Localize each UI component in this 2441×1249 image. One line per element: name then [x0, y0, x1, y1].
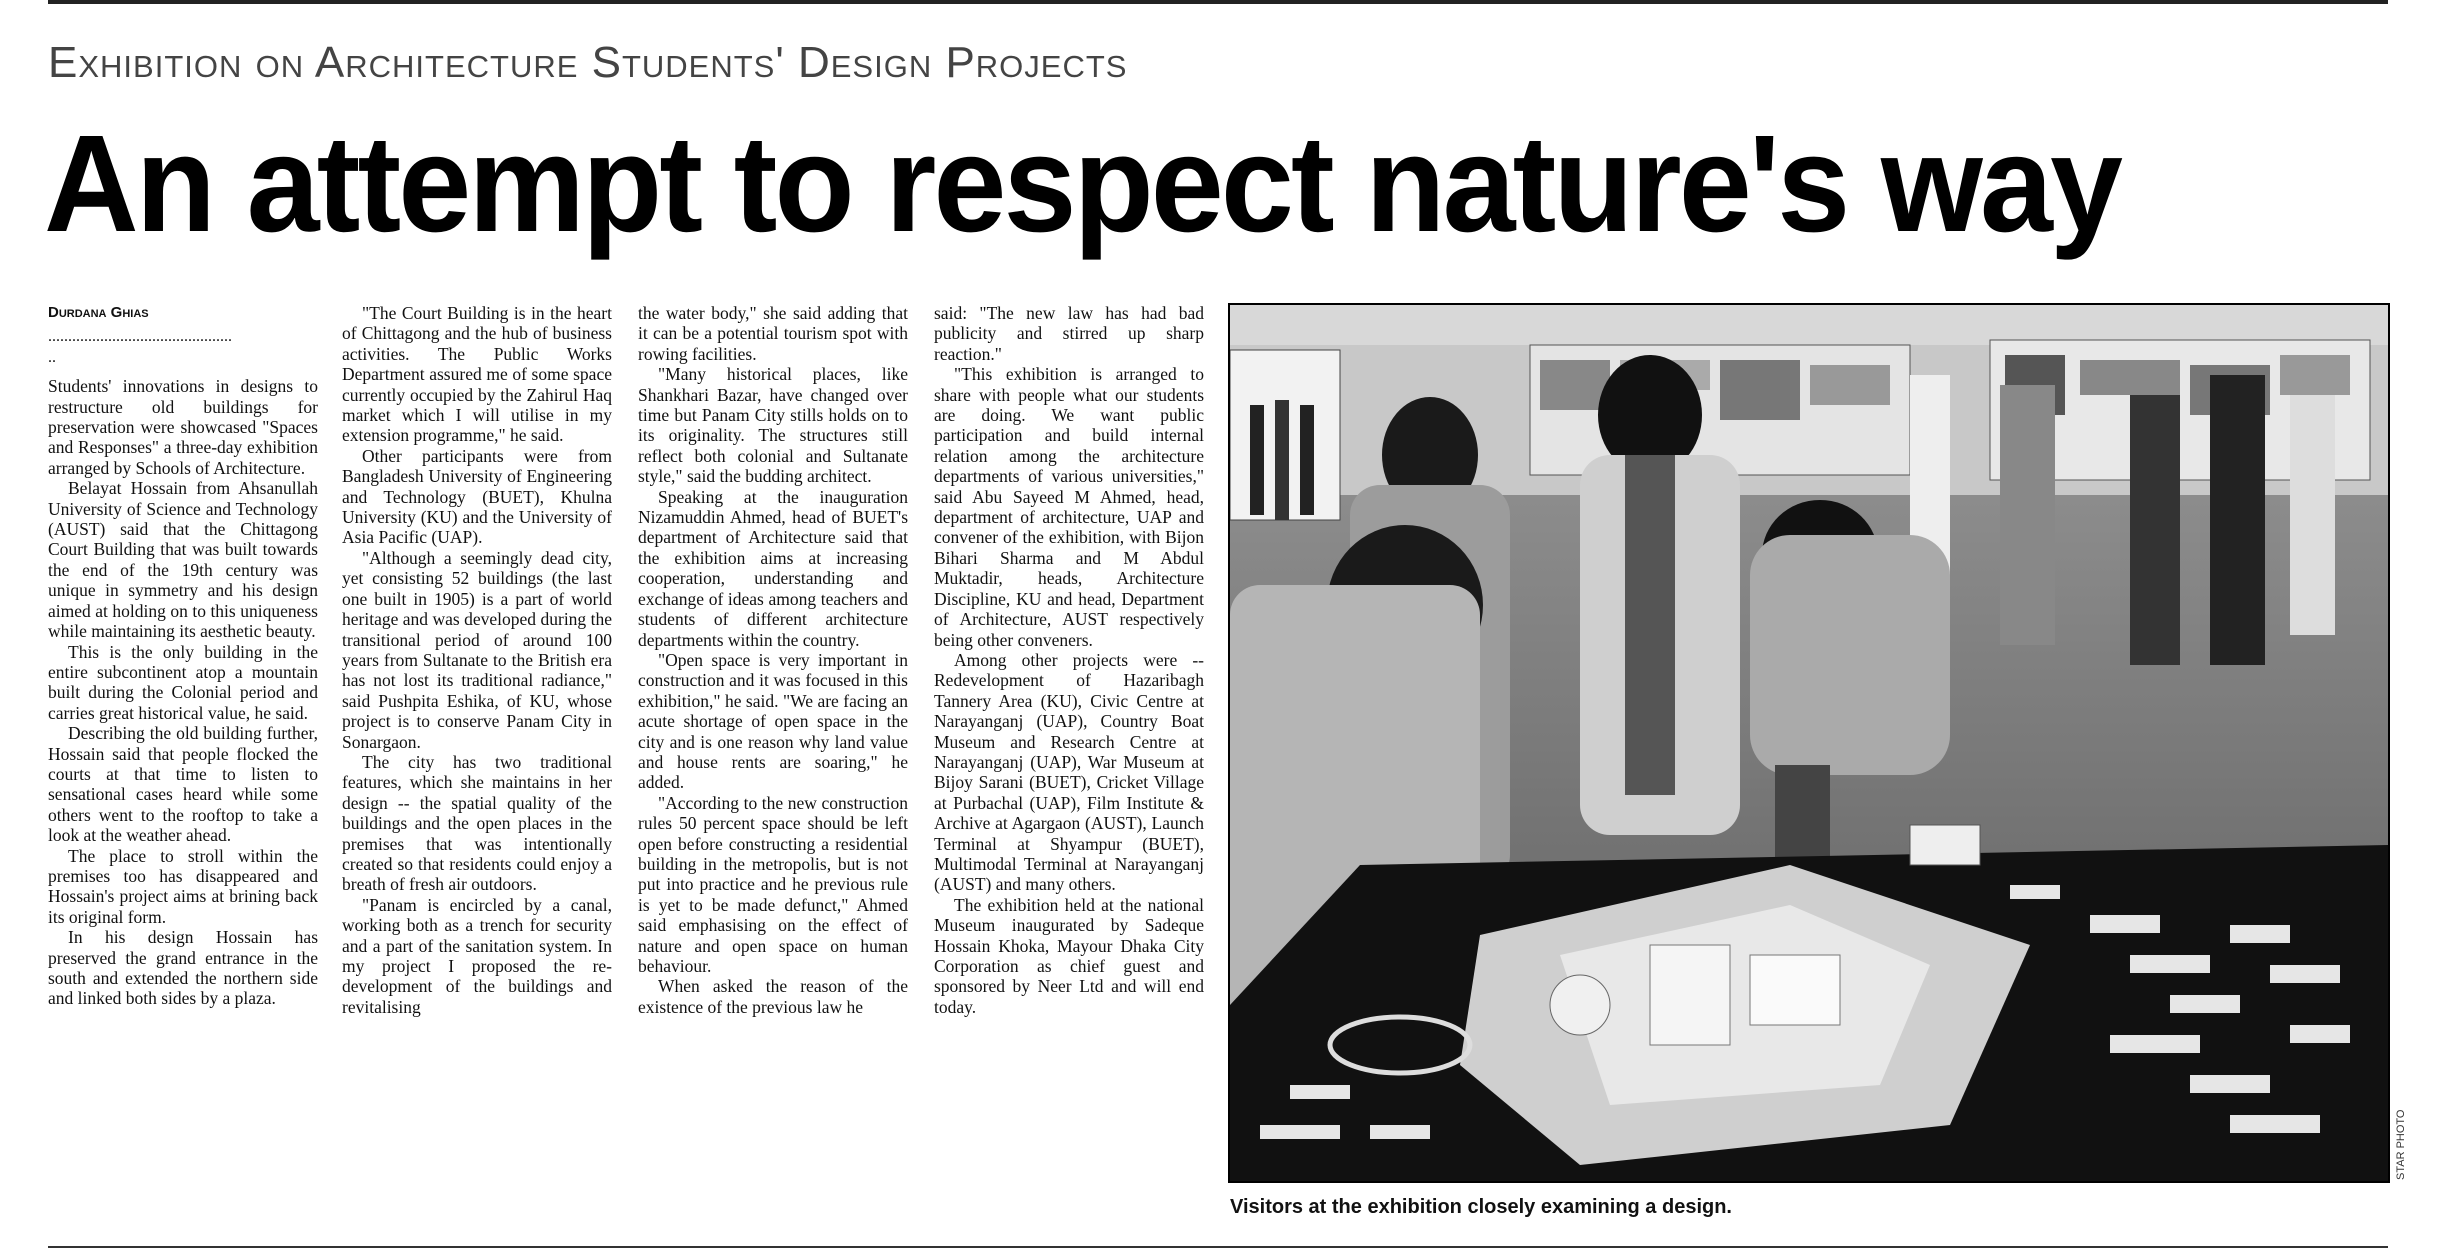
paragraph: The city has two traditional features, which she maintains in her design -- the spatial quality of the buildings and the open places in the premises that was intentionally created so that residents could enjoy a breath of fresh air outdoors. [342, 751, 612, 895]
paragraph: "Panam is encircled by a canal, working both as a trench for security and a part of the sanitation system. In my project I proposed the re-development of the buildings and revitalising [342, 894, 612, 1017]
byline-rule-tail: .. [48, 348, 56, 366]
paragraph: the water body," she said adding that it can be a potential tourism spot with rowing facilities. [638, 303, 908, 364]
paragraph: Speaking at the inauguration Nizamuddin Ahmed, head of BUET's department of Architecture said that the exhibition aims at increasing cooperation, understanding and exchange of ideas among teachers and students of different architecture departments within the country. [638, 486, 908, 650]
photo-credit: STAR PHOTO [2395, 1109, 2407, 1180]
paragraph: "This exhibition is arranged to share with people what our students are doing. We want public participation and build internal relation among the architecture departments of various universities," said Abu Sayeed M Ahmed, head, department of architecture, UAP and convener of the exhibition, with Bijon Bihari Sharma and M Abdul Muktadir, heads, Architecture Discipline, KU and head, Department of Architecture, AUST respectively being other conveners. [934, 364, 1204, 650]
paragraph: The exhibition held at the national Museum inaugurated by Sadeque Hossain Khoka, Mayour Dhaka City Corporation as chief guest and sponsored by Neer Ltd and will end today. [934, 894, 1204, 1017]
bottom-rule [48, 1246, 2388, 1248]
headline: An attempt to respect nature's way [44, 107, 2121, 261]
article-column-2 [342, 303, 612, 1243]
article-column-1 [48, 303, 318, 1243]
paragraph: This is the only building in the entire subcontinent atop a mountain built during the Colonial period and carries great historical value, he said. [48, 641, 318, 723]
paragraph: When asked the reason of the existence of the previous law he [638, 976, 908, 1017]
paragraph: Describing the old building further, Hossain said that people flocked the courts at that time to listen to sensational cases heard while some others went to the rooftop to take a look at the weather ahead. [48, 723, 318, 846]
article-column-3 [638, 303, 908, 1243]
paragraph: In his design Hossain has preserved the grand entrance in the south and extended the northern side and linked both sides by a plaza. [48, 927, 318, 1009]
byline-rule [48, 327, 318, 368]
paragraph: "The Court Building is in the heart of Chittagong and the hub of business activities. The Public Works Department assured me of some space currently occupied by the Zahirul Haq market which I will utilise in my extension programme," he said. [342, 303, 612, 446]
paragraph: Belayat Hossain from Ahsanullah University of Science and Technology (AUST) said that the Chittagong Court Building that was built towards the end of the 19th century was unique in symmetry and his design aimed at holding on to this uniqueness while maintaining its aesthetic beauty. [48, 478, 318, 642]
byline: Durdana Ghias [48, 304, 149, 321]
top-rule [48, 0, 2388, 4]
paragraph: "According to the new construction rules 50 percent space should be left open before constructing a residential building in the metropolis, but is not put into practice and he previous rule is yet to be made defunct," Ahmed said emphasising on the effect of nature and open space on human behaviour. [638, 792, 908, 976]
paragraph: Students' innovations in designs to restructure old buildings for preservation were showcased "Spaces and Responses" a three-day exhibition arranged by Schools of Architecture. [48, 376, 318, 478]
paragraph: The place to stroll within the premises too has disappeared and Hossain's project aims at brining back its original form. [48, 845, 318, 927]
paragraph: "Many historical places, like Shankhari Bazar, have changed over time but Panam City stills holds on to its originality. The structures still reflect both colonial and Sultanate style," said the budding architect. [638, 364, 908, 487]
kicker: Exhibition on Architecture Students' Design Projects [48, 38, 1128, 87]
paragraph: Among other projects were -- Redevelopment of Hazaribagh Tannery Area (KU), Civic Centre at Narayanganj (UAP), Country Boat Museum and Research Centre at Narayanganj (UAP), War Museum at Bijoy Sarani (BUET), Cricket Village at Purbachal (UAP), Film Institute & Archive at Agargaon (AUST), Launch Terminal at Shyampur (BUET), Multimodal Terminal at Narayanganj (AUST) and many others. [934, 649, 1204, 895]
paragraph: Other participants were from Bangladesh University of Engineering and Technology (BUET), Khulna University (KU) and the University of Asia Pacific (UAP). [342, 445, 612, 548]
photo-illustration [1230, 305, 2388, 1181]
article-column-4 [934, 303, 1204, 1243]
paragraph: "Open space is very important in construction and it was focused in this exhibition," he said. "We are facing an acute shortage of open space in the city and is one reason why land value and house rents are soaring," he added. [638, 649, 908, 793]
paragraph: "Although a seemingly dead city, yet consisting 52 buildings (the last one built in 1905) is a part of world heritage and was developed during the transitional period of around 100 years from Sultanate to the British era has not lost its traditional radiance," said Pushpita Eshika, of KU, whose project is to conserve Panam City in Sonargaon. [342, 547, 612, 752]
exhibition-photo [1228, 303, 2390, 1183]
byline-rule-dots: .............................................. [48, 328, 232, 346]
paragraph: said: "The new law has had bad publicity and stirred up sharp reaction." [934, 303, 1204, 364]
photo-caption: Visitors at the exhibition closely examining a design. [1230, 1196, 1732, 1218]
